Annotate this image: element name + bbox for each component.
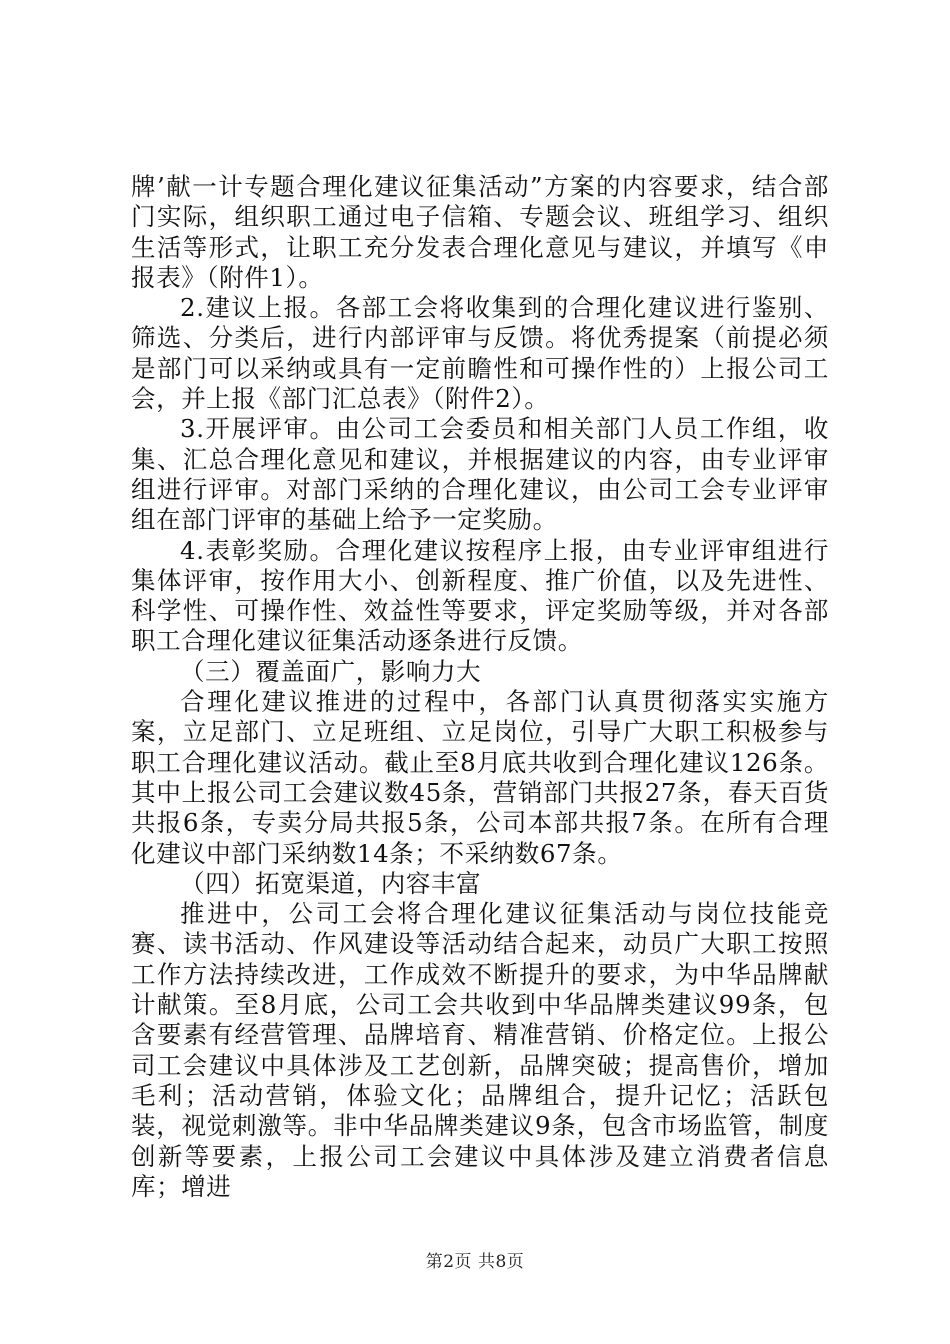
paragraph-section-4: 推进中，公司工会将合理化建议征集活动与岗位技能竞赛、读书活动、作风建设等活动结合起来，动员广大职工按照工作方法持续改进，工作成效不断提升的要求，为中华品牌献计献策。至8月底，公司工会共收到中华品牌类建议99条，包含要素有经营管理、品牌培育、精准营销、价格定位。上报公司工会建议中具体涉及工艺创新，品牌突破；提高售价，增加毛利；活动营销，体验文化；品牌组合，提升记忆；活跃包装，视觉刺激等。非中华品牌类建议9条，包含市场监管，制度创新等要素，上报公司工会建议中具体涉及建立消费者信息库；增进 xyxy=(131,899,829,1201)
page-footer: 第2页 共8页 xyxy=(425,1252,525,1272)
paragraph-item-3: 3.开展评审。由公司工会委员和相关部门人员工作组，收集、汇总合理化意见和建议，并根据建议的内容，由专业评审组进行评审。对部门采纳的合理化建议，由公司工会专业评审组在部门评审的基础上给予一定奖励。 xyxy=(131,414,829,535)
paragraph-item-2: 2.建议上报。各部工会将收集到的合理化建议进行鉴别、筛选、分类后，进行内部评审与反馈。将优秀提案（前提必须是部门可以采纳或具有一定前瞻性和可操作性的）上报公司工会，并上报《部门汇总表》（附件2）。 xyxy=(131,293,829,414)
section-heading-4: （四）拓宽渠道，内容丰富 xyxy=(180,868,482,898)
section-heading-3: （三）覆盖面广，影响力大 xyxy=(180,656,482,686)
paragraph-section-3: 合理化建议推进的过程中，各部门认真贯彻落实实施方案，立足部门、立足班组、立足岗位，引导广大职工积极参与职工合理化建议活动。截止至8月底共收到合理化建议126条。其中上报公司工会建议数45条，营销部门共报27条，春天百货共报6条，专卖分局共报5条，公司本部共报7条。在所有合理化建议中部门采纳数14条；不采纳数67条。 xyxy=(131,687,829,868)
document-body xyxy=(131,172,829,1202)
paragraph-item-4: 4.表彰奖励。合理化建议按程序上报，由专业评审组进行集体评审，按作用大小、创新程度、推广价值，以及先进性、科学性、可操作性、效益性等要求，评定奖励等级，并对各部职工合理化建议征集活动逐条进行反馈。 xyxy=(131,535,829,656)
paragraph-continuation: 牌’献一计专题合理化建议征集活动”方案的内容要求，结合部门实际，组织职工通过电子信箱、专题会议、班组学习、组织生活等形式，让职工充分发表合理化意见与建议，并填写《申报表》（附件1）。 xyxy=(131,172,829,292)
